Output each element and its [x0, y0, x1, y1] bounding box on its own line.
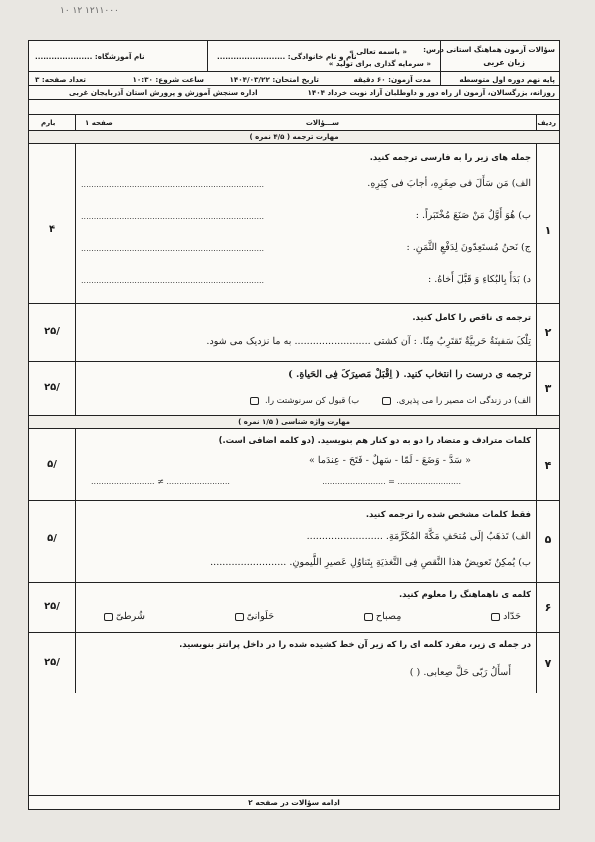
bismillah: « باسمه تعالی »: [349, 47, 407, 56]
col-page: صفحه ۱: [85, 119, 113, 127]
col-row: ردیف: [537, 119, 556, 127]
q4-synonym-answer[interactable]: ......................... = .........................: [322, 477, 461, 486]
q1-title: جمله های زیر را به فارسی ترجمه کنید.: [369, 152, 531, 162]
q2-title: ترجمه ی ناقص را کامل کنید.: [412, 312, 531, 322]
column-header: [29, 115, 559, 131]
q1-line-d: د) بَدَأَ بِالبُکاءِ وَ قَبَّلَ أَخاهُ. :: [427, 274, 531, 285]
q1-answer-c[interactable]: ........................................................................: [81, 244, 265, 253]
q6-checkbox-4[interactable]: [104, 613, 113, 621]
q6-option-2: مِصباح: [375, 611, 402, 622]
question-5: [29, 501, 559, 583]
q5-score: /۵: [47, 533, 57, 544]
question-6: [29, 583, 559, 633]
name-field[interactable]: نام و نام خانوادگی: .........................: [217, 52, 357, 61]
q4-words: « سَدَّ - وَضَعَ - لَمّا - سَهلٌ - فَتَحَ - عِندَما »: [308, 455, 471, 466]
question-7: [29, 633, 559, 693]
exam-sheet: [28, 40, 560, 810]
q1-number: ۱: [544, 224, 552, 237]
q1-line-c: ج) نَحنُ مُستَعِدّونَ لِدَفْعِ الثَّمَنِ. :: [406, 242, 531, 253]
q6-option-1: حَدّاد: [503, 611, 521, 622]
q7-score: /۲۵: [44, 657, 60, 668]
q2-number: ۲: [544, 326, 552, 339]
q3-number: ۳: [544, 382, 552, 395]
exam-date: تاریخ امتحان: ۱۴۰۴/۰۳/۲۲: [229, 75, 319, 84]
q5-line-b[interactable]: ب) یُمکِنُ تَعویضُ هذا النَّقصِ فِی التَّغذیَةِ بِتَناوُلِ عَصیرِ اللَّیمونِ. .........................: [210, 557, 531, 568]
school-field[interactable]: نام آموزشگاه: .....................: [35, 52, 145, 61]
q6-option-3: حَلَوانیّ: [246, 611, 275, 622]
q7-number: ۷: [544, 657, 552, 670]
q3-checkbox-b[interactable]: [250, 397, 259, 405]
exam-duration: مدت آزمون: ۶۰ دقیقه: [353, 75, 431, 84]
section-vocab: مهارت واژه شناسی ( ۱/۵ نمره ): [29, 416, 559, 429]
q7-line[interactable]: أَسأَلُ رَبّی حَلَّ صِعابی. ( ): [409, 667, 511, 678]
q2-score: /۲۵: [44, 326, 60, 337]
q6-title: کلمه ی ناهماهنگ را معلوم کنید.: [398, 589, 531, 599]
start-time: ساعت شروع: ۱۰:۳۰: [132, 75, 204, 84]
q3-score: /۲۵: [44, 382, 60, 393]
q6-checkbox-2[interactable]: [364, 613, 373, 621]
q6-number: ۶: [544, 601, 552, 614]
q5-number: ۵: [544, 533, 552, 546]
q1-score: ۴: [48, 224, 56, 235]
slogan: « سرمایه گذاری برای تولید »: [328, 59, 431, 68]
q1-answer-b[interactable]: ........................................................................: [81, 212, 265, 221]
grade-level: پایه نهم دوره اول متوسطه: [459, 75, 555, 84]
q3-checkbox-a[interactable]: [382, 397, 391, 405]
q1-answer-d[interactable]: ........................................................................: [81, 276, 265, 285]
q6-checkbox-3[interactable]: [235, 613, 244, 621]
q5-title: فقط کلمات مشخص شده را ترجمه کنید.: [365, 509, 531, 519]
q4-title: کلمات مترادف و متضاد را دو به دو کنار هم بنویسید. (دو کلمه اضافی است.): [218, 435, 531, 445]
question-4: [29, 429, 559, 501]
exam-title: سؤالات آزمون هماهنگ استانی درس:: [423, 45, 555, 54]
q1-line-b: ب) هُوَ أَوَّلُ مَنْ صَنَعَ مُخْتَبَراً. :: [415, 210, 531, 221]
q3-option-b: ب) قبول کن سرنوشتت را.: [264, 395, 360, 405]
subject-name: زبان عربی: [483, 58, 525, 67]
question-2: [29, 304, 559, 362]
q4-number: ۴: [544, 459, 552, 472]
page-footer: ادامه سؤالات در صفحه ۲: [29, 795, 559, 809]
exam-schedule: روزانه، بزرگسالان، آزمون از راه دور و داوطلبان آزاد نوبت خرداد ۱۴۰۴: [307, 88, 555, 97]
q1-line-a: الف) مَن سَأَلَ فی صِغَرِهِ، أجابَ فی کِبَرِهِ.: [367, 178, 531, 189]
q2-line[interactable]: تِلْکَ سَفینَةٌ حَربیَّةٌ تَقتَرِبُ مِنّا. : آن کشتی ......................... به ما نزدیک می شود.: [206, 336, 531, 347]
q4-antonym-answer[interactable]: ......................... ≠ .........................: [91, 477, 230, 486]
q4-score: /۵: [47, 459, 57, 470]
q1-answer-a[interactable]: ........................................................................: [81, 180, 265, 189]
exam-header: [29, 41, 559, 115]
question-1: [29, 144, 559, 304]
q7-title: در جمله ی زیر، مفرد کلمه ای را که زیر آن خط کشیده شده را در داخل پرانتز بنویسید.: [179, 639, 531, 649]
section-translation: مهارت ترجمه ( ۴/۵ نمره ): [29, 131, 559, 144]
q6-score: /۲۵: [44, 601, 60, 612]
q5-line-a[interactable]: الف) تَذهَبُ إلَی مُتحَفِ مَکَّةَ المُکَرَّمَةِ. .........................: [306, 531, 531, 542]
q3-option-a: الف) در زندگی ات مصیر را می پذیری.: [396, 395, 531, 405]
education-office: اداره سنجش آموزش و پرورش استان آذربایجان غربی: [69, 88, 258, 97]
q3-title: ترجمه ی درست را انتخاب کنید. ( اِقْبَلْ مَصیرَکَ فِی الحَیاةِ. ): [288, 369, 531, 380]
page-count: تعداد صفحه: ۳: [35, 75, 86, 84]
q6-checkbox-1[interactable]: [491, 613, 500, 621]
top-scribble: ۱۰ ۱۲ ۱۲۱۱۰۰۰: [60, 6, 119, 16]
col-questions: ســـؤالات: [305, 119, 339, 127]
q6-option-4: شُرطیّ: [116, 611, 145, 622]
question-3: [29, 362, 559, 416]
col-score: بارم: [41, 119, 56, 127]
